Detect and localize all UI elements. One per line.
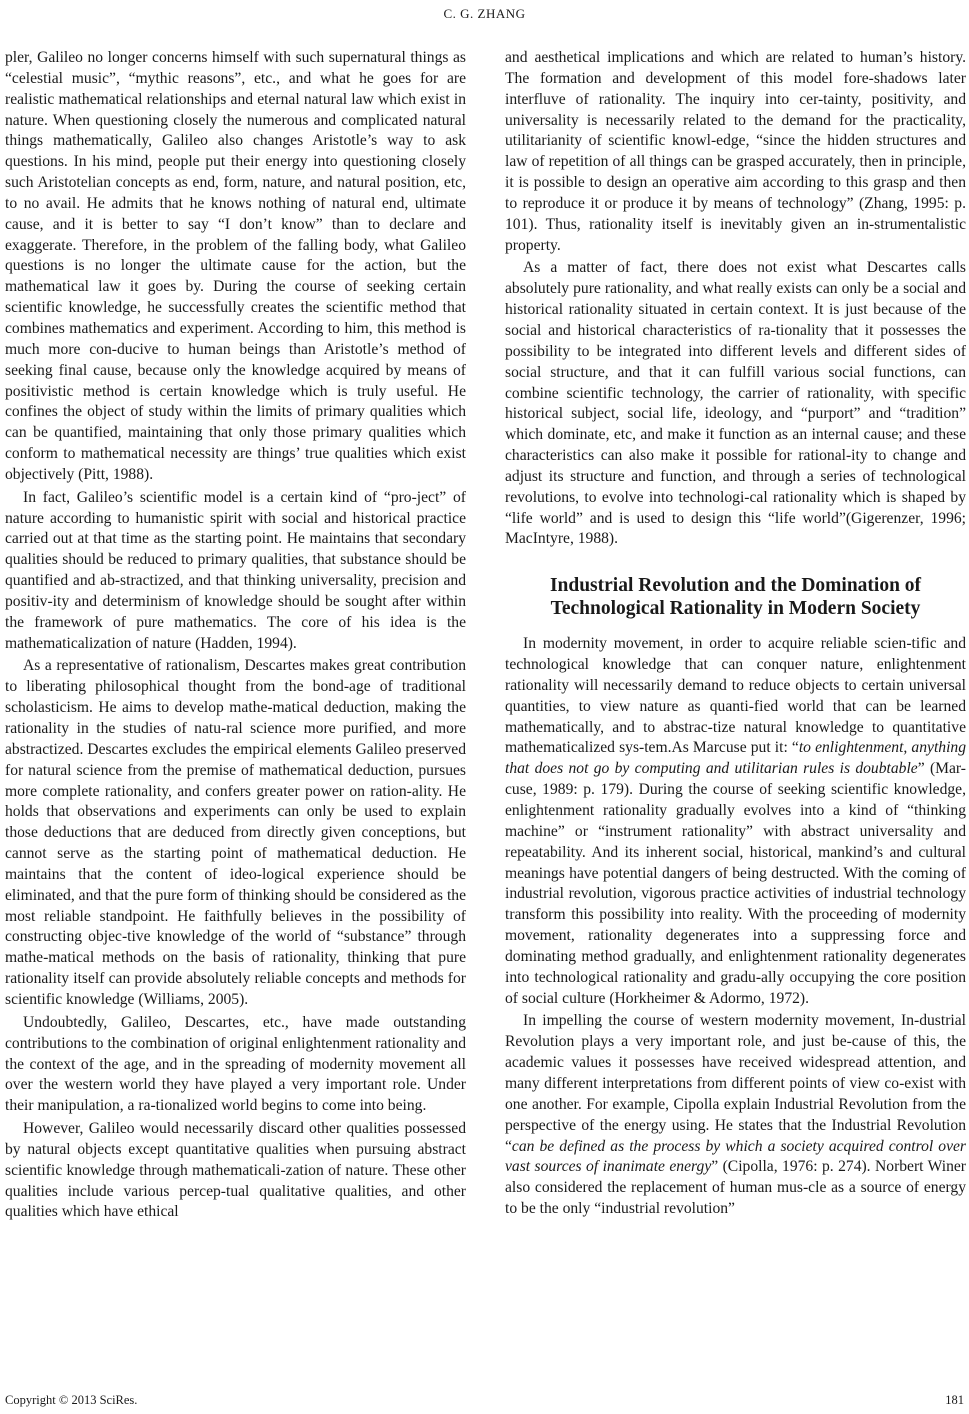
italic-quote: to enlightenment, anything that does not go by computing and utilitarian rules is doubtable [505, 739, 966, 778]
text-run: In impelling the course of western modernity movement, In-dustrial Revolution plays a very important role, and just be-cause of this, the academic values it possesses have received widespread attention, and many different interpretations from different points of view co-exist with one another. For example, Cipolla explain Industrial Revolution from the perspective of the energy using. He states that the Industrial Revolution “ [505, 1012, 966, 1155]
section-heading-line: Industrial Revolution and the Domination of [549, 575, 922, 597]
text-run: In modernity movement, in order to acquire reliable scien-tific and technological knowledge that can conquer nature, enlightenment rationality will necessarily demand to reduce objects to certain universal quantities, to view nature as quanti-fied world that can be learned mathematically, and to abstrac-tize natural knowledge to quantitative mathematicalized sys-tem.As Marcuse put it: “ [505, 635, 966, 757]
paragraph: and aesthetical implications and which are related to human’s history. The formation and development of this model fore-shadows later interfluve of rationality. The inquiry into cer-tainty, positivity, and universality is necessarily related to the demand for the practicality, utilitarianity of scientific knowl-edge, “since the hidden structures and law of repetition of all things can be grasped accurately, then in principle, it is possible to design an operative aim according to this grasp and then to reproduce it or produce it by means of technology” (Zhang, 1995: p. 101). Thus, rationality itself is inevitably given an in-strumentalistic property. [505, 49, 966, 254]
paragraph: pler, Galileo no longer concerns himself with such supernatural things as “celestial music”, “mythic reasons”, etc., and what he goes for are realistic mathematical relationships and eternal natural law which exist in nature. When questioning closely the numerous and complicated natural things mathematically, Galileo also changes Aristotle’s way to ask questions. In his mind, people put their energy into questioning closely such Aristotelian concepts as end, form, nature, and natural position, etc, to no avail. He admits that he knows nothing of natural end, ultimate cause, and it is better to say “I don’t know” than to declare and exaggerate. Therefore, in the problem of the falling body, what Galileo questions is no longer the ultimate cause for the action, but the mathematical law it goes by. During the course of seeking certain scientific knowledge, he successfully creates the scientific method that combines mathematics and experiment. According to him, this method is much more con-ducive to human beings than Aristotle’s method of seeking final cause, because only the knowledge acquired by means of positivistic method is certain knowledge which is truly useful. He confines the object of study within the limits of primary qualities which can be quantified, maintaining that only those primary qualities which conform to mathematical necessity are things’ true qualities which exist objectively (Pitt, 1988). [5, 49, 466, 483]
paragraph: As a representative of rationalism, Descartes makes great contribution to liberating philosophical thought from the bond-age of traditional scholasticism. He aims to develop mathe-matical deduction, making the rationality in the studies of natu-ral science more purified, and more abstractized. Descartes excludes the empirical elements Galileo preserved for natural science from the premise of mathematical deduction, pursues more complete rationality, and confers greater power on ration-ality. He holds that observations and experiments can only be used to explain those deductions that are deduced from directly given conceptions, but cannot serve as the starting point of mathematical deduction. He maintains that the content of ideo-logical experience should be eliminated, and that the pure form of thinking should be considered as the most reliable standpoint. He faithfully believes in the possibility of constructing objec-tive knowledge of the world of “substance” through mathe-matical methods on the basis of rationality, thinking that pure rationality itself can provide absolutely reliable concepts and methods for scientific knowledge (Williams, 2005). [5, 657, 466, 1008]
right-column [505, 48, 966, 1220]
section-heading-line: Technological Rationality in Modern Society [550, 598, 921, 620]
page-number: 181 [945, 1393, 964, 1407]
paragraph: However, Galileo would necessarily discard other qualities possessed by natural objects except quantitative qualities when pursuing abstract scientific knowledge through mathematicali-zation of nature. These other qualities include various percep-tual qualitative qualities, and other qualities which have ethical [5, 1120, 466, 1221]
left-column [5, 48, 466, 1223]
paragraph: Undoubtedly, Galileo, Descartes, etc., have made outstanding contributions to the combination of original enlightenment rationality and the context of the age, and in the spreading of modernity movement all over the western world they have played a very important role. Under their manipulation, a ra-tionalized world begins to come into being. [5, 1013, 466, 1115]
text-run: ” (Mar-cuse, 1989: p. 179). During the course of seeking scientific knowledge, enlightenment rationality gradually evolves into a kind of “thinking machine” or “instrument rationality” with abstract universality and repeatability. And its inherent social, historical, mankind’s and cultural meanings have potential dangers of being destructed. With the coming of industrial revolution, vigorous practice activities of industrial technology transform this possibility into reality. With the proceeding of modernity movement, rationality degenerates into a suppressing force and dominating method gradually, and enlightenment rationality degenerates into technological rationality and gradu-ally occupying the core position of social culture (Horkheimer & Adormo, 1972). [505, 760, 966, 1007]
paragraph: In fact, Galileo’s scientific model is a certain kind of “pro-ject” of nature according to humanistic spirit with social and historical practice carried out at that time as the starting point. He maintains that secondary qualities should be reduced to primary qualities, that substance should be quantified and ab-stractized, and that thinking universality, precision and positiv-ity and determinism of knowledge should be sought after within the framework of pure mathematics. The core of his idea is the mathematicalization of nature (Hadden, 1994). [5, 488, 466, 652]
section-heading [505, 574, 966, 620]
copyright-notice: Copyright © 2013 SciRes. [5, 1393, 138, 1407]
italic-quote: can be defined as the process by which a society acquired control over vast sources of inanimate energy [505, 1137, 966, 1176]
paragraph [505, 634, 966, 1009]
paragraph: As a matter of fact, there does not exist what Descartes calls absolutely pure rationality, and what really exists can only be a social and historical rationality situated in certain context. It is just because of the social and historical characteristics of ra-tionality that it possesses the possibility to be integrated into different levels and different sides of social structure, and that it can fulfill various social functions, can combine scientific technology, the carrier of rationality, with specific historical subject, social life, ideology, and “purport” and “tradition” which dominate, etc, and make it function as an internal cause; and these characteristics can also make it possible for rational-ity to change and adjust its structure and function, and through a series of technological revolutions, to evolve into technologi-cal rationality which is shaped by “life world” and is used to design this “life world”(Gigerenzer, 1996; MacIntyre, 1988). [505, 259, 966, 548]
paragraph [505, 1011, 966, 1219]
text-run: ” (Cipolla, 1976: p. 274). Norbert Winer also considered the replacement of human mus-cle as a source of energy to be the only “industrial revolution” [505, 1158, 966, 1218]
running-head: C. G. ZHANG [443, 6, 526, 21]
